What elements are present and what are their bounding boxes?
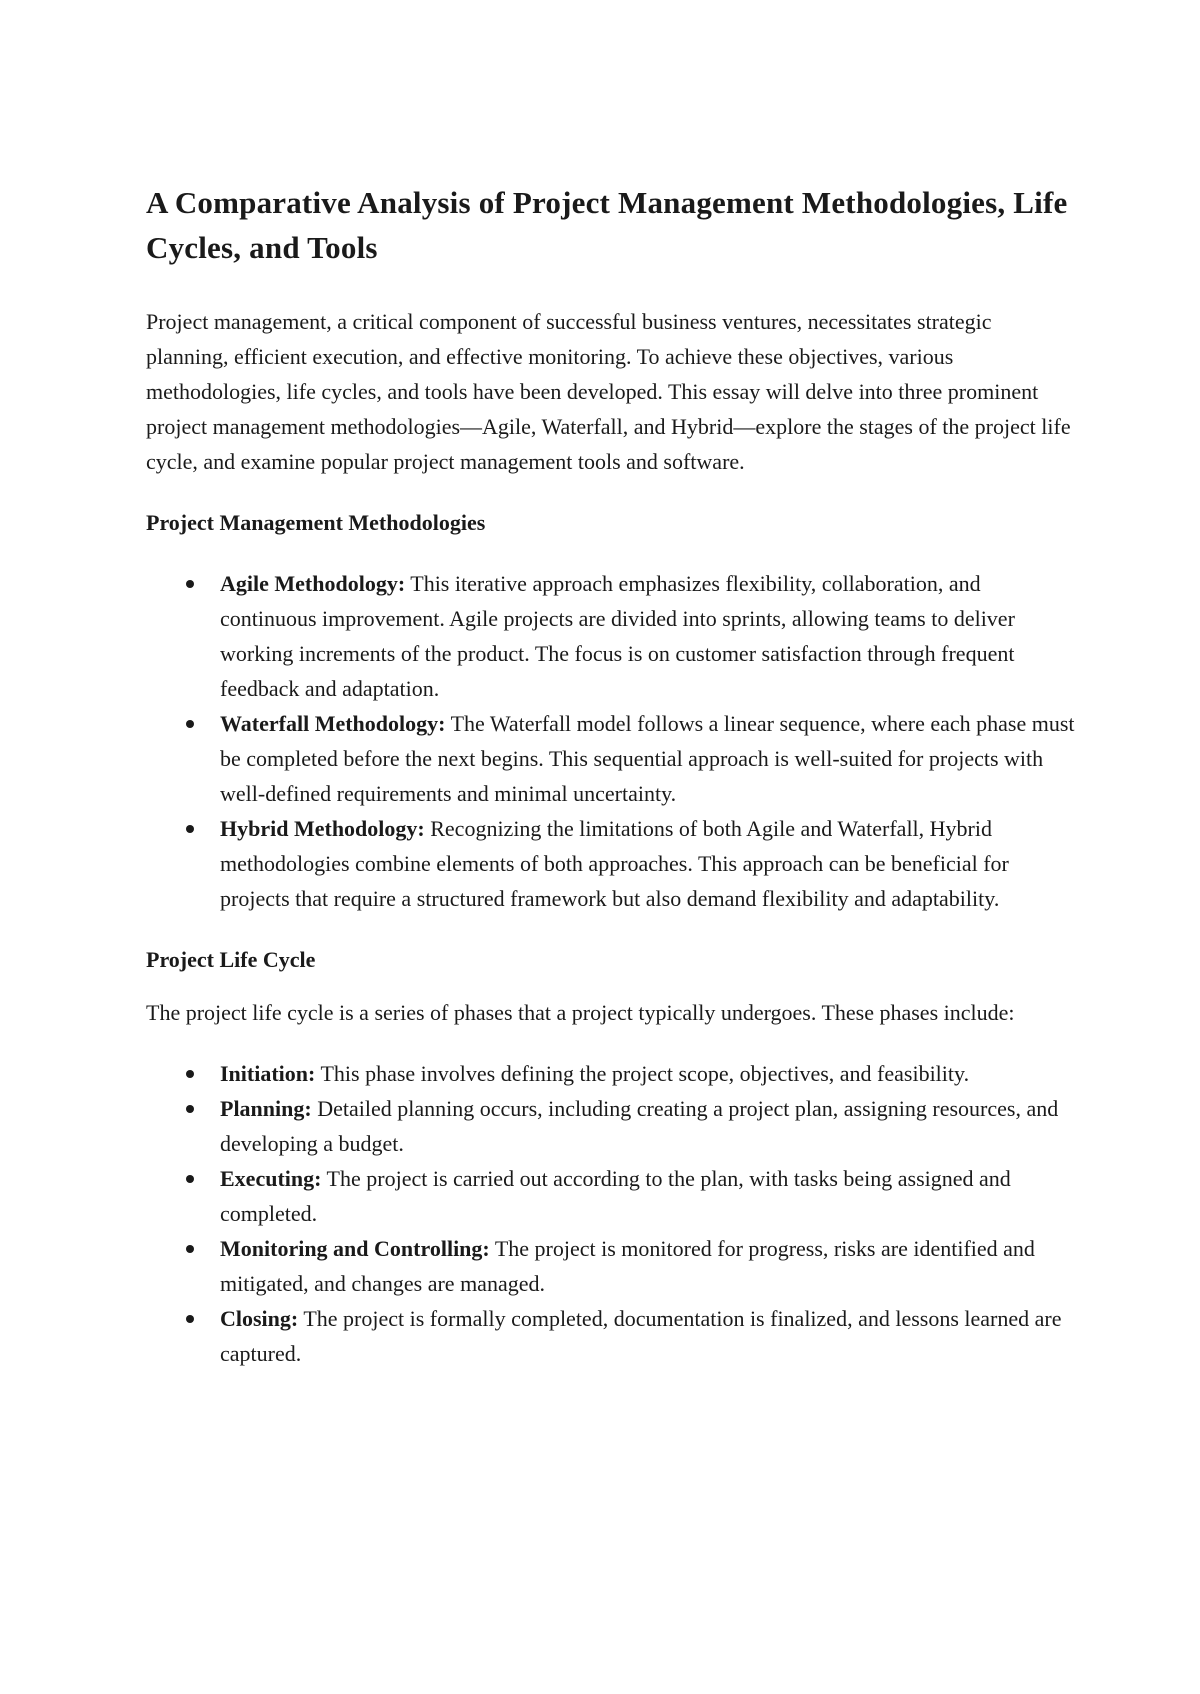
list-item-text: Recognizing the limitations of both Agile and Waterfall, Hybrid methodologies combine elements of both approaches. This approach can be beneficial for projects that require a structured framework but also demand flexibility and adaptability. — [220, 816, 1009, 911]
document-title: A Comparative Analysis of Project Management Methodologies, Life Cycles, and Tools — [146, 185, 1068, 265]
list-item-term: Executing: — [220, 1166, 322, 1191]
bullet-icon — [186, 1175, 194, 1183]
bullet-icon — [186, 1105, 194, 1113]
list-item — [146, 1091, 1076, 1161]
bullet-icon — [186, 580, 194, 588]
bullet-icon — [186, 720, 194, 728]
list-item — [146, 706, 1076, 811]
list-item-text: Detailed planning occurs, including creating a project plan, assigning resources, and developing a budget. — [220, 1096, 1059, 1156]
list-item-text: The project is carried out according to the plan, with tasks being assigned and completed. — [220, 1166, 1011, 1226]
list-item-term: Monitoring and Controlling: — [220, 1236, 490, 1261]
list-item-term: Waterfall Methodology: — [220, 711, 446, 736]
list-item-text: The Waterfall model follows a linear sequence, where each phase must be completed before the next begins. This sequential approach is well-suited for projects with well-defined requirements and minimal uncertainty. — [220, 711, 1075, 806]
list-item-term: Agile Methodology: — [220, 571, 406, 596]
methodologies-heading: Project Management Methodologies — [146, 510, 486, 535]
list-item — [146, 1301, 1076, 1371]
intro-paragraph: Project management, a critical component of successful business ventures, necessitates strategic planning, efficient execution, and effective monitoring. To achieve these objectives, various methodologies, life cycles, and tools have been developed. This essay will delve into three prominent project management methodologies—Agile, Waterfall, and Hybrid—explore the stages of the project life cycle, and examine popular project management tools and software. — [146, 309, 1071, 474]
list-item-term: Planning: — [220, 1096, 312, 1121]
bullet-icon — [186, 825, 194, 833]
list-item-text: This iterative approach emphasizes flexibility, collaboration, and continuous improvement. Agile projects are divided into sprints, allowing teams to deliver working increments of the product. The focus is on customer satisfaction through frequent feedback and adaptation. — [220, 571, 1015, 701]
list-item — [146, 1161, 1076, 1231]
lifecycle-heading: Project Life Cycle — [146, 947, 316, 972]
lifecycle-intro: The project life cycle is a series of phases that a project typically undergoes. These phases include: — [146, 1000, 1015, 1025]
list-item-text: This phase involves defining the project scope, objectives, and feasibility. — [315, 1061, 970, 1086]
list-item-term: Hybrid Methodology: — [220, 816, 425, 841]
document-body — [146, 180, 1076, 1371]
list-item-text: The project is monitored for progress, risks are identified and mitigated, and changes are managed. — [220, 1236, 1035, 1296]
list-item — [146, 1056, 1076, 1091]
list-item — [146, 811, 1076, 916]
list-item-text: The project is formally completed, documentation is finalized, and lessons learned are captured. — [220, 1306, 1062, 1366]
list-item — [146, 1231, 1076, 1301]
bullet-icon — [186, 1245, 194, 1253]
lifecycle-list — [146, 1056, 1076, 1371]
list-item — [146, 566, 1076, 706]
bullet-icon — [186, 1070, 194, 1078]
bullet-icon — [186, 1315, 194, 1323]
list-item-term: Initiation: — [220, 1061, 316, 1086]
methodologies-list — [146, 566, 1076, 916]
list-item-term: Closing: — [220, 1306, 299, 1331]
